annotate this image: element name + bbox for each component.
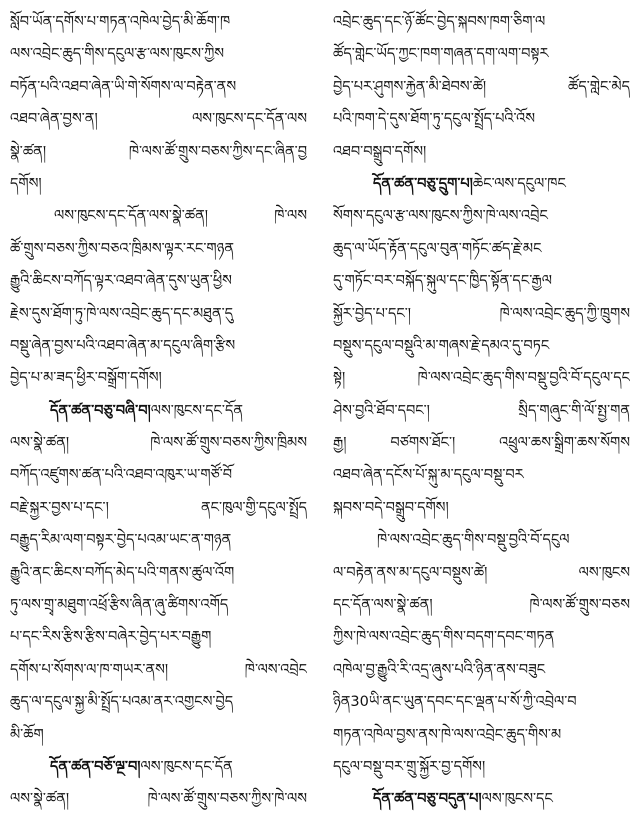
article-heading-text: ལས་ཁུངས་དང་དོན xyxy=(140,758,233,775)
text-line: བྱེད་པ་མ་ཟད་ཕྱིར་བསྒྲོག་དགོས། xyxy=(10,370,162,387)
text-line: པའི་ཁག་དེ་དུས་ཐོག་ཏུ་དངུལ་སྤྲོད་པའི་འོས xyxy=(333,111,536,128)
section-heading-line xyxy=(333,783,630,815)
text-line: ཆུད་ལ་ཡོད་རྟོན་དངུལ་བུན་གཏོང་ཚད་རྗེ་མང xyxy=(333,240,542,257)
text-line: སྟེ། ཁེ་ལས་འབྲེང་ཆུད་གིས་བསྡུ་བྱའི་བོ་དངུལ་དང xyxy=(333,370,630,387)
section-heading-line xyxy=(333,168,630,200)
article-number-heading: དོན་ཚན་བཅུ་བཞི་བ། xyxy=(50,402,151,419)
document-page xyxy=(10,6,630,828)
text-line: པ་དང་རིས་རྩིས་རྩིས་བཞེར་བྱེད་པར་བརྒྱུག xyxy=(10,629,212,646)
text-line: ཚོད་གླེང་ཡོད་ཀྱང་ཁག་གཞན་དག་ལག་བསྟར xyxy=(333,46,549,63)
text-line: བསྡུས་དངུལ་བསྡུའི་མ་གཞས་རྗེ་དམའ་དུ་བཏང xyxy=(333,337,550,354)
right-text-column xyxy=(333,6,630,828)
text-line: དང་དོན་ལས་སྣེ་ཚན། ཁེ་ལས་ཚོ་གྲུས་བཅས xyxy=(333,597,630,614)
text-line: སྐབས་བདེ་བསྒྲུབ་དགོས། xyxy=(333,499,449,516)
text-line: དུ་གཏོང་བར་བསྐོད་སྐུལ་དང་ཁྱིད་སྟོན་དང་རྒྱལ xyxy=(333,273,552,290)
text-line: རྒྱ། བཙགས་ཐོང་། འཕྲུལ་ཆས་སྒྲིག་ཆས་སོགས xyxy=(333,435,630,452)
left-text-column xyxy=(10,6,307,828)
text-line: ཤེས་བྱའི་ཐོབ་དབང་། སྲིད་གཞུང་གི་ལོ་སྤྱ་གན xyxy=(333,402,630,419)
article-number-heading: དོན་ཚན་བཅོ་ལྔ་བ། xyxy=(50,758,141,775)
text-line: རྒྱུའི་ནང་ཆིངས་བཀོད་མེད་པའི་གནས་ཚུལ་འོག xyxy=(10,564,235,581)
text-line: བསྡུ་ཞེན་བྱས་པའི་འཐབ་ཞེན་མ་དངུལ་ཞིག་རྩིས xyxy=(10,337,236,354)
text-line: འཁེལ་བྱ་རྒྱུའི་རི་འདྲ་ཞུས་པའི་ཉིན་ནས་བཟུང xyxy=(333,661,546,678)
paragraph-first-line: ཁེ་ལས་འབྲེང་ཆུད་གིས་བསྡུ་བྱའི་བོ་དངུལ xyxy=(377,532,570,549)
article-heading-text: ལས་ཁུངས་དང་དོན xyxy=(150,402,244,419)
text-line: ཚོ་གྲུས་བཅས་ཀྱིས་བཅའ་ཁྲིམས་ལྟར་རང་གཉན xyxy=(10,240,235,257)
article-number-heading: དོན་ཚན་བཅུ་བདུན་པ། xyxy=(373,791,482,808)
text-line: ཀྱིས་ཁེ་ལས་འབྲེང་ཆུད་གིས་བདག་དབང་གཏན xyxy=(333,629,555,646)
article-heading-text: ལས་ཁུངས་དང xyxy=(481,791,553,808)
text-line: ཆུད་ལ་དངུལ་སྐྱ་མི་སྤྲོད་པའམ་ནར་འགྱངས་བྱེད xyxy=(10,694,234,711)
section-heading-line xyxy=(10,395,307,427)
text-line: བྱེད་པར་ཤུགས་རྐྱེན་མི་ཐེབས་ཚེ། ཚོད་གླེང་མེད xyxy=(333,78,630,95)
article-heading-text: ཆེང་ལས་དངུལ་ཁང xyxy=(472,175,566,192)
text-line: ཉིན30ཡི་ནང་ཡུན་དབང་དང་ལྡན་པ་སོ་ཀྱི་འབྲེལ་བ xyxy=(333,694,577,711)
text-line: སོགས་དངུལ་རྩ་ལས་ཁུངས་ཀྱིས་ཁེ་ལས་འབྲེང xyxy=(333,208,548,225)
text-line: ཏུ་ལས་གྲྭ་མཐུག་འཕྲོ་རྩིས་ཞིན་ཞུ་ཚིགས་འགོད xyxy=(10,597,229,614)
text-line: དངུལ་བསྡུ་བར་གྲུ་སྐྱོར་བྱ་དགོས། xyxy=(333,758,486,775)
text-line: འབྲེང་ཆུད་དང་ཉོ་ཚོང་བྱེད་སྐབས་ཁག་ཅིག་ལ xyxy=(333,14,546,30)
text-line: སྐྱོར་བྱེད་པ་དང་། ཁེ་ལས་འབྲེང་ཆུད་ཀྱི་ཁྲུགས xyxy=(333,305,630,322)
text-line: འཐབ་ཞེན་དངོས་པོ་སྐུ་མ་དངུལ་བསྡུ་བར xyxy=(333,467,524,484)
text-line: སྣེ་ཚན། ཁེ་ལས་ཚོ་གྲུས་བཅས་ཀྱིས་དང་ཞིན་བྱ xyxy=(10,143,307,160)
text-line: མི་ཆོག xyxy=(10,726,44,743)
text-line: ལས་འབྲེང་ཆུད་གིས་དངུལ་རྩ་ལས་ཁུངས་ཀྱིས xyxy=(10,46,225,63)
paragraph-first-line: ལས་ཁུངས་དང་དོན་ལས་སྣེ་ཚན། ཁེ་ལས xyxy=(54,208,307,225)
text-line: གཏན་འཁེལ་བྱས་ནས་ཁེ་ལས་འབྲེང་ཆུད་གིས་མ xyxy=(333,726,562,743)
text-line: རྒྱུའི་ཆིངས་བཀོད་ལྟར་འཐབ་ཞེན་དུས་ཡུན་ཕྱིས xyxy=(10,273,232,290)
text-line: བཏོན་པའི་འཐབ་ཞེན་ཡི་གེ་སོགས་ལ་བརྟེན་ནས xyxy=(10,78,237,95)
text-line: འཐབ་བསྒྲུབ་དགོས། xyxy=(333,143,427,160)
article-number-heading: དོན་ཚན་བཅུ་དྲུག་པ། xyxy=(373,175,473,192)
text-line: འཐབ་ཞེན་བྱས་ན། ལས་ཁུངས་དང་དོན་ལས xyxy=(10,111,307,128)
text-line: བརྒྱུད་རིམ་ལག་བསྟར་བྱེད་པའམ་ཡང་ན་གཉན xyxy=(10,532,232,549)
text-line: བརྗེ་སྐྱར་བྱས་པ་དང་། ནང་ཁུལ་གྱི་དངུལ་སྤྲོད xyxy=(10,499,307,516)
text-line: རྗེས་དུས་ཐོག་ཏུ་ཁེ་ལས་འབྲེང་ཆུད་དང་མཐུན་དུ xyxy=(10,305,234,322)
text-line: དགོས་པ་སོགས་ལ་ཁ་གཡར་ནས། ཁེ་ལས་འབྲེང xyxy=(10,661,307,678)
text-line: ལས་སྣེ་ཚན། ཁེ་ལས་ཚོ་གྲུས་བཅས་ཀྱིས་ཁྲིམས xyxy=(10,435,307,452)
text-line: ལས་སྣེ་ཚན། ཁེ་ལས་ཚོ་གྲུས་བཅས་ཀྱིས་ཁེ་ལས xyxy=(10,791,307,808)
section-heading-line xyxy=(10,751,307,783)
text-line: བཀོད་འཛུགས་ཚན་པའི་འཐབ་འཁུར་ཡ་གཙོ་བོ xyxy=(10,467,233,484)
text-line: དགོས། xyxy=(10,175,42,192)
text-line: སློབ་ཡོན་དགོས་པ་གཏན་འཁེལ་བྱེད་མི་ཆོག་ཁ xyxy=(10,14,231,30)
text-line: ལ་བརྟེན་ནས་མ་དངུལ་བསྡུས་ཚེ། ལས་ཁུངས xyxy=(333,564,630,581)
